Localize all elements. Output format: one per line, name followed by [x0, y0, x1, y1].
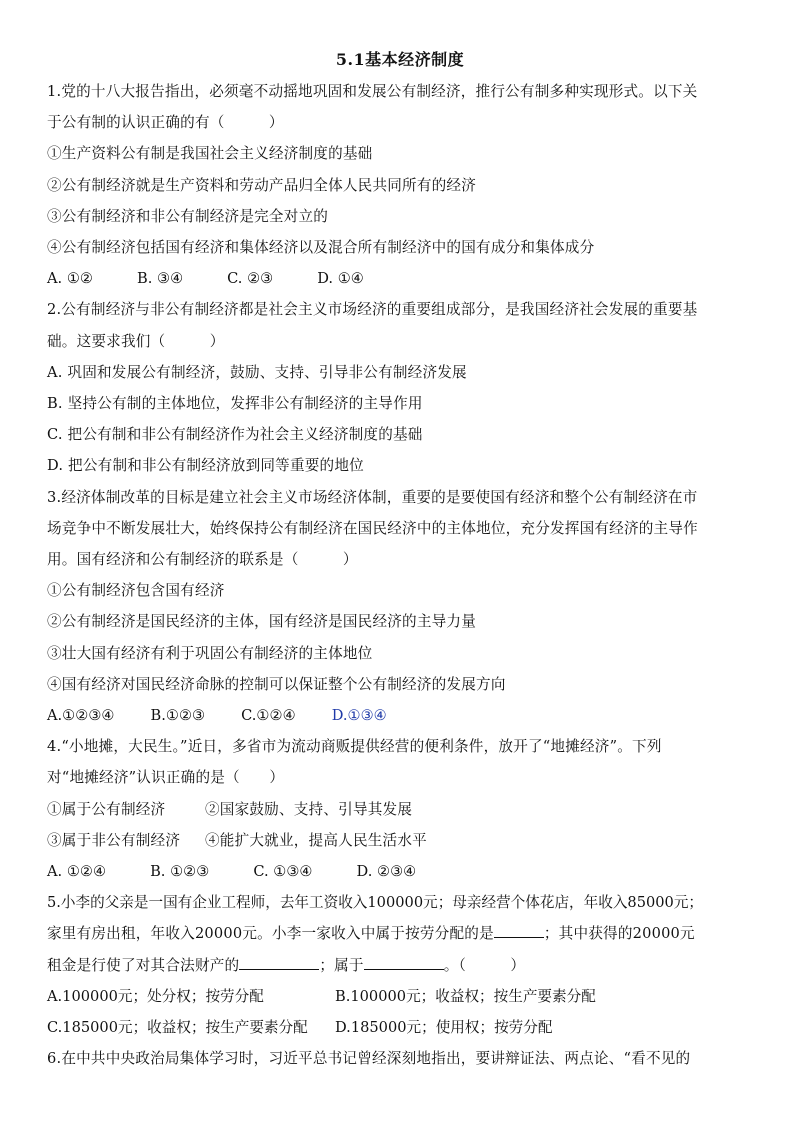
question-stem: 1.党的十八大报告指出，必须毫不动摇地巩固和发展公有制经济，推行公有制多种实现形式。以下关 — [47, 83, 698, 100]
option-a[interactable]: A. ①② — [47, 270, 93, 288]
question-4 — [47, 731, 753, 887]
question-stem: 3.经济体制改革的目标是建立社会主义市场经济体制，重要的是要使国有经济和整个公有制经济在市 — [47, 488, 698, 506]
question-3 — [47, 482, 753, 732]
fill-blank-2[interactable] — [239, 955, 319, 970]
option-c[interactable]: C. ①③④ — [253, 863, 313, 881]
option-c[interactable]: C. 把公有制和非公有制经济作为社会主义经济制度的基础 — [47, 426, 423, 444]
option-d[interactable]: D. ①④ — [317, 270, 364, 288]
question-stem: 对“地摊经济”认识正确的是（ ） — [47, 769, 285, 787]
statement-row — [47, 825, 753, 856]
answer-options — [47, 981, 753, 1012]
option-a[interactable]: A.100000元；处分权；按劳分配 — [47, 987, 264, 1005]
question-stem: 2.公有制经济与非公有制经济都是社会主义市场经济的重要组成部分，是我国经济社会发展的重要基 — [47, 301, 698, 319]
stem-text: ；其中获得的20000元 — [543, 925, 695, 943]
option-c[interactable]: C.185000元；收益权；按生产要素分配 — [47, 1019, 308, 1037]
question-stem — [47, 950, 753, 981]
statement-4: ④国有经济对国民经济命脉的控制可以保证整个公有制经济的发展方向 — [47, 675, 506, 693]
stem-text: 租金是行使了对其合法财产的 — [47, 956, 240, 974]
option-d[interactable]: D.185000元；使用权；按劳分配 — [335, 1019, 553, 1037]
option-d[interactable]: D. 把公有制和非公有制经济放到同等重要的地位 — [47, 457, 364, 475]
answer-options — [47, 1012, 753, 1043]
option-a[interactable]: A.①②③④ — [47, 707, 115, 725]
option-c[interactable]: C. ②③ — [227, 270, 274, 288]
statement-3: ③属于非公有制经济 — [47, 831, 181, 849]
statement-1: ①生产资料公有制是我国社会主义经济制度的基础 — [47, 145, 373, 163]
question-1 — [47, 76, 753, 294]
question-stem: 础。这要求我们（ ） — [47, 332, 225, 350]
statement-4: ④能扩大就业，提高人民生活水平 — [205, 831, 427, 849]
statement-2: ②公有制经济就是生产资料和劳动产品归全体人民共同所有的经济 — [47, 176, 477, 194]
statement-1: ①公有制经济包含国有经济 — [47, 582, 225, 600]
stem-text: ；属于 — [319, 956, 364, 974]
answer-options — [47, 700, 753, 731]
stem-text: 。（ ） — [443, 956, 526, 974]
stem-text: 家里有房出租，年收入20000元。小李一家收入中属于按劳分配的是 — [47, 925, 494, 943]
fill-blank-3[interactable] — [364, 955, 444, 970]
statement-2: ②公有制经济是国民经济的主体，国有经济是国民经济的主导力量 — [47, 613, 477, 631]
statement-4: ④公有制经济包括国有经济和集体经济以及混合所有制经济中的国有成分和集体成分 — [47, 239, 595, 257]
question-stem: 5.小李的父亲是一国有企业工程师，去年工资收入100000元；母亲经营个体花店，年收入85000元； — [47, 894, 704, 912]
statement-3: ③壮大国有经济有利于巩固公有制经济的主体地位 — [47, 644, 373, 662]
option-d[interactable]: D. ②③④ — [356, 863, 417, 881]
question-2 — [47, 294, 753, 481]
worksheet-page — [47, 48, 753, 1075]
question-stem: 场竞争中不断发展壮大，始终保持公有制经济在国民经济中的主体地位，充分发挥国有经济的主导作 — [47, 519, 698, 537]
statement-row — [47, 794, 753, 825]
question-stem — [47, 918, 753, 949]
worksheet-title: 5.1基本经济制度 — [335, 50, 465, 69]
statement-2: ②国家鼓励、支持、引导其发展 — [205, 800, 413, 818]
answer-options — [47, 263, 753, 294]
option-b[interactable]: B. ①②③ — [150, 863, 210, 881]
option-b[interactable]: B.100000元；收益权；按生产要素分配 — [335, 987, 596, 1005]
fill-blank-1[interactable] — [494, 923, 544, 938]
question-6 — [47, 1043, 753, 1074]
option-d[interactable]: D.①③④ — [331, 707, 387, 725]
question-stem: 6.在中共中央政治局集体学习时，习近平总书记曾经深刻地指出，要讲辩证法、两点论、“看不见的 — [47, 1050, 691, 1068]
option-b[interactable]: B.①②③ — [150, 707, 206, 725]
question-5 — [47, 887, 753, 1043]
statement-1: ①属于公有制经济 — [47, 800, 166, 818]
option-c[interactable]: C.①②④ — [241, 707, 296, 725]
option-b[interactable]: B. 坚持公有制的主体地位，发挥非公有制经济的主导作用 — [47, 395, 423, 413]
statement-3: ③公有制经济和非公有制经济是完全对立的 — [47, 207, 329, 225]
option-a[interactable]: A. 巩固和发展公有制经济，鼓励、支持、引导非公有制经济发展 — [47, 363, 467, 381]
option-b[interactable]: B. ③④ — [136, 270, 184, 288]
question-stem: 4.“小地摊，大民生。”近日，多省市为流动商贩提供经营的便利条件，放开了“地摊经济”。下列 — [47, 738, 662, 756]
answer-options — [47, 856, 753, 887]
option-a[interactable]: A. ①②④ — [47, 863, 107, 881]
question-stem: 于公有制的认识正确的有（ ） — [47, 114, 284, 132]
question-stem: 用。国有经济和公有制经济的联系是（ ） — [47, 551, 358, 569]
